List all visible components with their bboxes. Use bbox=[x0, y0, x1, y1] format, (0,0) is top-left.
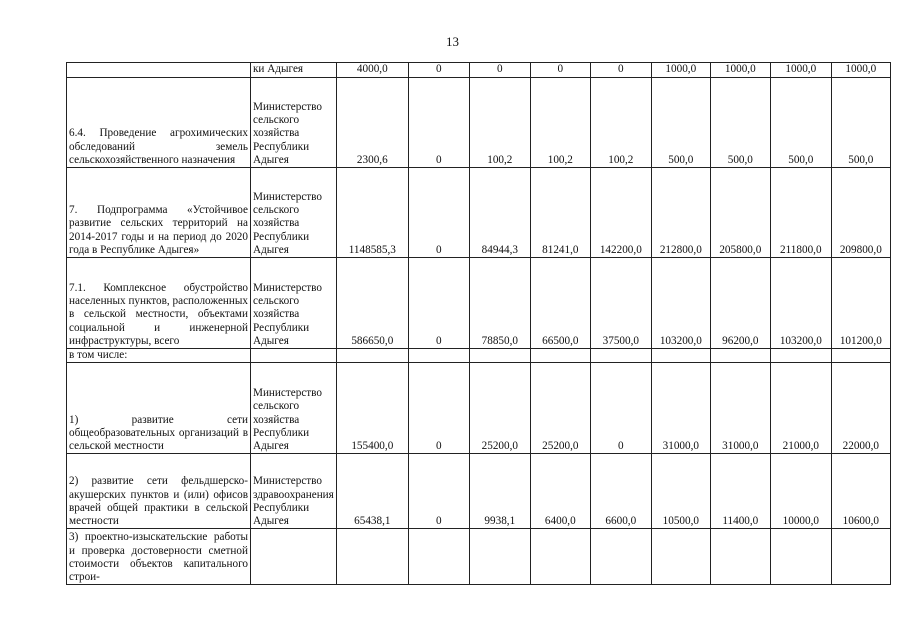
year-value-cell: 0 bbox=[408, 454, 469, 529]
year-value-cell: 0 bbox=[408, 78, 469, 168]
year-value-cell: 9938,1 bbox=[469, 454, 530, 529]
executor-cell: Министерство здравоохранения Республики Адыгея bbox=[251, 454, 337, 529]
year-value-cell: 22000,0 bbox=[831, 363, 890, 454]
row-name-cell: 1) развитие сети общеобразовательных организаций в сельской местности bbox=[67, 363, 251, 454]
table-row bbox=[67, 168, 891, 258]
total-value-cell: 586650,0 bbox=[336, 258, 408, 349]
year-value-cell bbox=[408, 529, 469, 585]
year-value-cell: 1000,0 bbox=[710, 63, 770, 78]
total-value-cell: 2300,6 bbox=[336, 78, 408, 168]
year-value-cell: 25200,0 bbox=[469, 363, 530, 454]
table-row bbox=[67, 258, 891, 349]
year-value-cell: 21000,0 bbox=[770, 363, 831, 454]
budget-table bbox=[66, 62, 891, 585]
year-value-cell: 103200,0 bbox=[770, 258, 831, 349]
year-value-cell: 0 bbox=[408, 258, 469, 349]
year-value-cell: 10000,0 bbox=[770, 454, 831, 529]
year-value-cell: 1000,0 bbox=[831, 63, 890, 78]
total-value-cell: 155400,0 bbox=[336, 363, 408, 454]
total-value-cell: 4000,0 bbox=[336, 63, 408, 78]
year-value-cell bbox=[469, 349, 530, 363]
executor-cell: Министерство сельского хозяйства Республики Адыгея bbox=[251, 363, 337, 454]
row-name-cell: 7.1. Комплексное обустройство населенных пунктов, расположенных в сельской местности, объектами социальной и инженерной инфраструктуры, всего bbox=[67, 258, 251, 349]
year-value-cell bbox=[530, 529, 590, 585]
year-value-cell: 500,0 bbox=[770, 78, 831, 168]
year-value-cell: 100,2 bbox=[590, 78, 651, 168]
table-row bbox=[67, 78, 891, 168]
year-value-cell bbox=[651, 529, 710, 585]
year-value-cell: 0 bbox=[408, 363, 469, 454]
year-value-cell bbox=[710, 529, 770, 585]
year-value-cell bbox=[710, 349, 770, 363]
year-value-cell: 205800,0 bbox=[710, 168, 770, 258]
year-value-cell: 0 bbox=[590, 363, 651, 454]
year-value-cell: 100,2 bbox=[530, 78, 590, 168]
row-name-cell: 6.4. Проведение агрохимических обследований земель сельскохозяйственного назначения bbox=[67, 78, 251, 168]
year-value-cell: 100,2 bbox=[469, 78, 530, 168]
year-value-cell: 66500,0 bbox=[530, 258, 590, 349]
total-value-cell: 65438,1 bbox=[336, 454, 408, 529]
executor-cell: Министерство сельского хозяйства Республики Адыгея bbox=[251, 168, 337, 258]
executor-cell: Министерство сельского хозяйства Республики Адыгея bbox=[251, 258, 337, 349]
year-value-cell: 6400,0 bbox=[530, 454, 590, 529]
year-value-cell: 31000,0 bbox=[651, 363, 710, 454]
row-name-cell: в том числе: bbox=[67, 349, 251, 363]
year-value-cell: 211800,0 bbox=[770, 168, 831, 258]
year-value-cell: 31000,0 bbox=[710, 363, 770, 454]
table-row bbox=[67, 63, 891, 78]
executor-cell: Министерство сельского хозяйства Республики Адыгея bbox=[251, 78, 337, 168]
year-value-cell bbox=[590, 529, 651, 585]
year-value-cell: 1000,0 bbox=[651, 63, 710, 78]
year-value-cell bbox=[770, 349, 831, 363]
year-value-cell bbox=[590, 349, 651, 363]
row-name-cell bbox=[67, 63, 251, 78]
year-value-cell: 209800,0 bbox=[831, 168, 890, 258]
executor-cell bbox=[251, 529, 337, 585]
year-value-cell bbox=[831, 529, 890, 585]
year-value-cell bbox=[651, 349, 710, 363]
year-value-cell bbox=[469, 529, 530, 585]
year-value-cell: 0 bbox=[408, 168, 469, 258]
year-value-cell: 84944,3 bbox=[469, 168, 530, 258]
year-value-cell: 0 bbox=[590, 63, 651, 78]
year-value-cell: 103200,0 bbox=[651, 258, 710, 349]
year-value-cell: 500,0 bbox=[710, 78, 770, 168]
year-value-cell bbox=[831, 349, 890, 363]
year-value-cell: 6600,0 bbox=[590, 454, 651, 529]
year-value-cell: 500,0 bbox=[651, 78, 710, 168]
table-row bbox=[67, 349, 891, 363]
page-number: 13 bbox=[446, 34, 459, 49]
total-value-cell bbox=[336, 529, 408, 585]
year-value-cell bbox=[770, 529, 831, 585]
year-value-cell: 96200,0 bbox=[710, 258, 770, 349]
year-value-cell: 212800,0 bbox=[651, 168, 710, 258]
year-value-cell: 0 bbox=[530, 63, 590, 78]
year-value-cell bbox=[408, 349, 469, 363]
year-value-cell: 142200,0 bbox=[590, 168, 651, 258]
year-value-cell: 25200,0 bbox=[530, 363, 590, 454]
year-value-cell bbox=[530, 349, 590, 363]
row-name-cell: 2) развитие сети фельдшерско-акушерских пунктов и (или) офисов врачей общей практики в сельской местности bbox=[67, 454, 251, 529]
year-value-cell: 81241,0 bbox=[530, 168, 590, 258]
row-name-cell: 7. Подпрограмма «Устойчивое развитие сельских территорий на 2014-2017 годы и на период до 2020 года в Республике Адыгея» bbox=[67, 168, 251, 258]
year-value-cell: 11400,0 bbox=[710, 454, 770, 529]
executor-cell: ки Адыгея bbox=[251, 63, 337, 78]
year-value-cell: 0 bbox=[408, 63, 469, 78]
year-value-cell: 1000,0 bbox=[770, 63, 831, 78]
year-value-cell: 500,0 bbox=[831, 78, 890, 168]
table-row bbox=[67, 363, 891, 454]
table-row bbox=[67, 454, 891, 529]
year-value-cell: 0 bbox=[469, 63, 530, 78]
table-row bbox=[67, 529, 891, 585]
year-value-cell: 10600,0 bbox=[831, 454, 890, 529]
year-value-cell: 10500,0 bbox=[651, 454, 710, 529]
year-value-cell: 37500,0 bbox=[590, 258, 651, 349]
total-value-cell bbox=[336, 349, 408, 363]
total-value-cell: 1148585,3 bbox=[336, 168, 408, 258]
year-value-cell: 78850,0 bbox=[469, 258, 530, 349]
executor-cell bbox=[251, 349, 337, 363]
row-name-cell: 3) проектно-изыскательские работы и проверка достоверности сметной стоимости объектов капитального строи- bbox=[67, 529, 251, 585]
year-value-cell: 101200,0 bbox=[831, 258, 890, 349]
